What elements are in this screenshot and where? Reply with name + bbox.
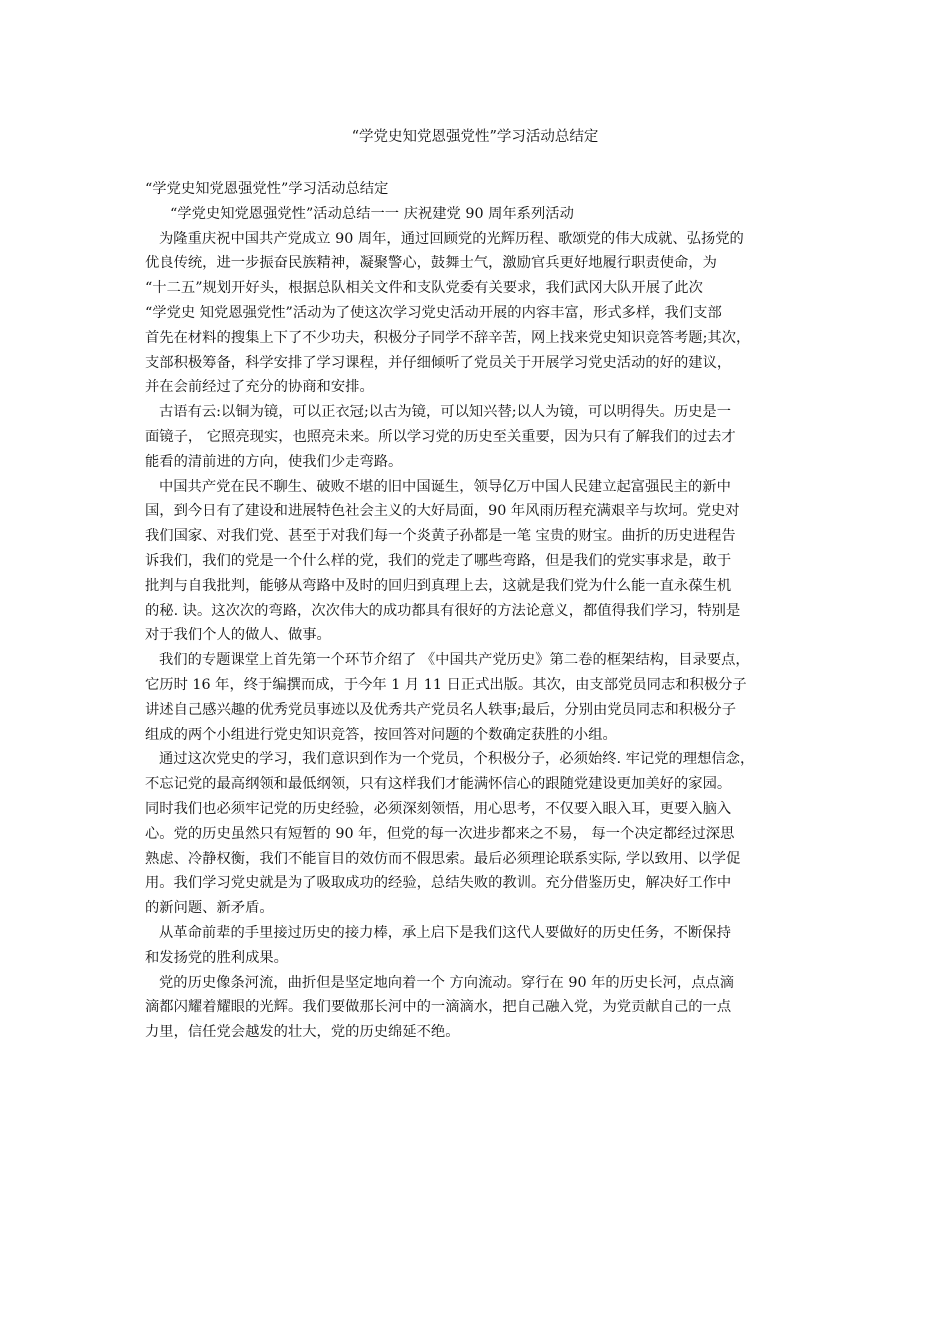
text-line: 古语有云:以铜为镜，可以正衣冠;以古为镜，可以知兴替;以人为镜，可以明得失。历史是一	[159, 404, 732, 421]
text-line: 批判与自我批判，能够从弯路中及时的回归到真理上去，这就是我们党为什么能一直永葆生机	[145, 577, 732, 594]
text-line: 不忘记党的最高纲领和最低纲领，只有这样我们才能满怀信心的跟随党建设更加美好的家园。	[145, 776, 732, 793]
text-line: 我们国家、对我们党、甚至于对我们每一个炎黄子孙都是一笔 宝贵的财宝。曲折的历史进程告	[145, 528, 736, 545]
document-title: “学党史知党恩强党性”学习活动总结定	[351, 129, 599, 145]
text-line: “学党史 知党恩强党性”活动为了使这次学习党史活动开展的内容丰富，形式多样，我们支部	[145, 304, 722, 321]
text-line: 并在会前经过了充分的协商和安排。	[145, 379, 374, 396]
text-line: 它历时 16 年，终于编撰而成，于今年 1 月 11 日正式出版。其次，由支部党员同志和积极分子	[145, 676, 747, 693]
text-line: 的新问题、新矛盾。	[145, 900, 274, 917]
text-line: 我们的专题课堂上首先第一个环节介绍了 《中国共产党历史》第二卷的框架结构，目录要点，	[159, 652, 750, 669]
text-line: 对于我们个人的做人、做事。	[145, 627, 331, 644]
text-line: “学党史知党恩强党性”学习活动总结定	[145, 181, 389, 197]
text-line: 用。我们学习党史就是为了吸取成功的经验，总结失败的教训。充分借鉴历史，解决好工作中	[145, 875, 732, 892]
document-body	[145, 177, 817, 1045]
text-line: 国，到今日有了建设和进展特色社会主义的大好局面，90 年风雨历程充满艰辛与坎坷。党史对	[145, 503, 740, 520]
text-line: 心。党的历史虽然只有短暂的 90 年，但党的每一次进步都来之不易， 每一个决定都经过深思	[145, 825, 735, 842]
text-line: 优良传统，进一步振奋民族精神，凝聚警心，鼓舞士气，激励官兵更好地履行职责使命，为	[145, 255, 717, 272]
text-line: 面镜子， 它照亮现实，也照亮未来。所以学习党的历史至关重要，因为只有了解我们的过去才	[145, 428, 736, 445]
text-line: 诉我们，我们的党是一个什么样的党，我们的党走了哪些弯路，但是我们的党实事求是，敢于	[145, 552, 732, 569]
text-line: 为隆重庆祝中国共产党成立 90 周年，通过回顾党的光辉历程、歌颂党的伟大成就、弘扬党的	[159, 230, 744, 247]
text-line: 的秘. 诀。这次次的弯路，次次伟大的成功都具有很好的方法论意义，都值得我们学习，特别是	[145, 602, 741, 619]
text-line: 滴都闪耀着耀眼的光辉。我们要做那长河中的一滴滴水，把自己融入党，为党贡献自己的一点	[145, 999, 732, 1016]
text-line: 首先在材料的搜集上下了不少功夫，积极分子同学不辞辛苦，网上找来党史知识竞答考题;其次，	[145, 329, 751, 346]
text-line: “学党史知党恩强党性”活动总结一一 庆祝建党 90 周年系列活动	[170, 205, 574, 222]
text-line: 熟虑、冷静权衡，我们不能盲目的效仿而不假思索。最后必须理论联系实际, 学以致用、以学促	[145, 850, 741, 867]
text-line: “十二五”规划开好头，根据总队相关文件和支队党委有关要求，我们武冈大队开展了此次	[145, 280, 703, 297]
text-line: 组成的两个小组进行党史知识竞答，按回答对问题的个数确定获胜的小组。	[145, 726, 617, 743]
text-line: 通过这次党史的学习，我们意识到作为一个党员，个积极分子，必须始终. 牢记党的理想信念，	[159, 751, 755, 768]
text-line: 中国共产党在民不聊生、破败不堪的旧中国诞生，领导亿万中国人民建立起富强民主的新中	[159, 478, 731, 495]
text-line: 能看的清前进的方向，使我们少走弯路。	[145, 453, 403, 470]
text-line: 党的历史像条河流，曲折但是坚定地向着一个 方向流动。穿行在 90 年的历史长河，点点滴	[159, 974, 735, 991]
text-line: 和发扬党的胜利成果。	[145, 949, 288, 966]
text-line: 从革命前辈的手里接过历史的接力棒，承上启下是我们这代人要做好的历史任务，不断保持	[159, 924, 731, 941]
text-line: 力里，信任党会越发的壮大，党的历史绵延不绝。	[145, 1024, 460, 1041]
text-line: 讲述自己感兴趣的优秀党员事迹以及优秀共产党员名人轶事;最后，分别由党员同志和积极分子	[145, 701, 736, 718]
text-line: 同时我们也必须牢记党的历史经验，必须深刻领悟，用心思考，不仅要入眼入耳，更要入脑入	[145, 800, 732, 817]
text-line: 支部积极筹备，科学安排了学习课程，并仔细倾听了党员关于开展学习党史活动的好的建议，	[145, 354, 732, 371]
